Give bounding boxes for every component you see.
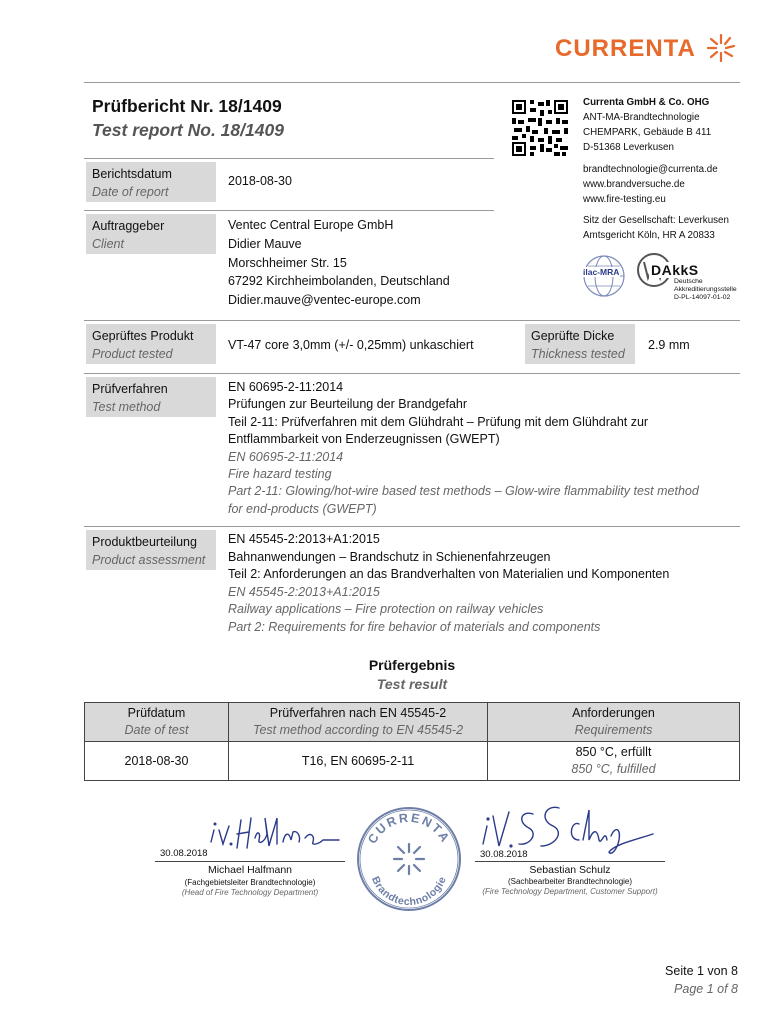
report-date-label-en: Date of report (92, 185, 169, 199)
company-email: brandtechnologie@currenta.de (583, 164, 718, 175)
dakks-line-2: Akkreditierungsstelle (674, 286, 737, 293)
thickness-label-en: Thickness tested (531, 347, 625, 361)
client-details (228, 216, 450, 310)
method-label-en: Test method (92, 400, 161, 414)
method-label-de: Prüfverfahren (92, 382, 168, 396)
dakks-text (674, 278, 737, 302)
header-req-de: Anforderungen (572, 706, 655, 720)
company-web-1: www.brandversuche.de (583, 179, 685, 190)
result-requirement (488, 742, 740, 781)
top-divider (84, 82, 740, 83)
report-date-value: 2018-08-30 (228, 174, 292, 188)
result-heading (84, 656, 740, 694)
signature-block-2 (475, 800, 665, 896)
dakks-logo (636, 252, 746, 304)
assessment-details (228, 531, 738, 637)
company-address (583, 95, 743, 155)
header-req-en: Requirements (574, 723, 653, 737)
dakks-label: DAkkS (651, 262, 699, 278)
signature-1-date: 30.08.2018 (160, 848, 208, 859)
method-details (228, 379, 738, 518)
signature-1-name: Michael Halfmann (207, 864, 293, 876)
assessment-title-de: Bahnanwendungen – Brandschutz in Schienenfahrzeugen (228, 549, 551, 564)
stamp-seal-icon (356, 806, 462, 912)
client-company: Ventec Central Europe GmbH (228, 218, 394, 232)
company-dept: ANT-MA-Brandtechnologie (583, 112, 700, 123)
result-req-de: 850 °C, erfüllt (575, 745, 652, 759)
page-number (580, 962, 738, 998)
header-requirements (488, 703, 740, 742)
result-date: 2018-08-30 (85, 742, 229, 781)
signature-2-role-de: (Sachbearbeiter Brandtechnologie) (507, 877, 633, 886)
assessment-title-en: Railway applications – Fire protection on railway vehicles (228, 602, 544, 617)
report-title: Prüfbericht Nr. 18/1409 (92, 96, 282, 116)
client-city: 67292 Kirchheimbolanden, Deutschland (228, 274, 450, 289)
product-label-de: Geprüftes Produkt (92, 329, 194, 343)
method-part-en: Part 2-11: Glowing/hot-wire based test methods – Glow-wire flammability test method (228, 484, 699, 499)
header-method-de: Prüfverfahren nach EN 45545-2 (269, 706, 447, 720)
company-name: Currenta GmbH & Co. OHG (583, 97, 710, 108)
client-email: Didier.mauve@ventec-europe.com (228, 293, 421, 308)
ilac-label: ilac-MRA (583, 267, 620, 277)
method-label (86, 377, 216, 417)
table-row (85, 742, 740, 781)
header-method (229, 703, 488, 742)
assessment-standard-de: EN 45545-2:2013+A1:2015 (228, 532, 380, 546)
signature-2-role-en: (Fire Technology Department, Customer Support) (482, 887, 658, 896)
qr-code (512, 100, 568, 156)
assessment-standard-en: EN 45545-2:2013+A1:2015 (228, 584, 380, 599)
thickness-value: 2.9 mm (648, 338, 690, 352)
assessment-part-en: Part 2: Requirements for fire behavior of materials and components (228, 619, 601, 634)
signature-1-role-de: (Fachgebietsleiter Brandtechnologie) (184, 878, 316, 887)
divider-product (84, 320, 740, 321)
svg-text:CURRENTA (365, 811, 453, 846)
company-web-2: www.fire-testing.eu (583, 194, 666, 205)
assessment-label (86, 530, 216, 570)
handwritten-signature-1 (205, 812, 345, 854)
company-building: CHEMPARK, Gebäude B 411 (583, 127, 712, 138)
method-part-de: Teil 2-11: Prüfverfahren mit dem Glühdraht – Prüfung mit dem Glühdraht zur (228, 414, 649, 429)
company-contact (583, 162, 743, 207)
result-title-de: Prüfergebnis (368, 657, 456, 673)
client-label-en: Client (92, 237, 124, 251)
report-subtitle: Test report No. 18/1409 (92, 120, 284, 140)
signature-1-role-en: (Head of Fire Technology Department) (181, 888, 319, 897)
client-street: Morschheimer Str. 15 (228, 255, 347, 270)
thickness-label-de: Geprüfte Dicke (531, 329, 615, 343)
method-part-de-2: Entflammbarkeit von Enderzeugnissen (GWEPT) (228, 432, 500, 447)
company-stamp (356, 806, 462, 912)
product-label (86, 324, 216, 364)
sun-icon (706, 33, 736, 63)
header-date-en: Date of test (124, 723, 189, 737)
logo-text: CURRENTA (555, 35, 696, 62)
company-seat: Sitz der Gesellschaft: Leverkusen (583, 215, 729, 226)
method-standard-en: EN 60695-2-11:2014 (228, 449, 344, 464)
method-part-en-2: for end-products (GWEPT) (228, 501, 377, 516)
product-value: VT-47 core 3,0mm (+/- 0,25mm) unkaschiert (228, 338, 474, 352)
stamp-bottom-text: Brandtechnologie (369, 874, 449, 909)
method-title-de: Prüfungen zur Beurteilung der Brandgefahr (228, 397, 468, 412)
ilac-mra-logo (580, 252, 630, 300)
method-title-en: Fire hazard testing (228, 467, 332, 482)
currenta-logo (555, 33, 740, 65)
assessment-label-de: Produktbeurteilung (92, 535, 197, 549)
signature-1-line (155, 861, 345, 862)
signature-2-line (475, 861, 665, 862)
thickness-label (525, 324, 635, 364)
result-method: T16, EN 60695-2-11 (229, 742, 488, 781)
page-number-en: Page 1 of 8 (674, 982, 738, 996)
client-label (86, 214, 216, 254)
divider-method (84, 373, 740, 374)
report-date-label-de: Berichtsdatum (92, 167, 172, 181)
result-table (84, 702, 740, 781)
page-number-de: Seite 1 von 8 (665, 964, 738, 978)
header-date (85, 703, 229, 742)
report-date-label (86, 162, 216, 202)
method-standard-de: EN 60695-2-11:2014 (228, 380, 344, 394)
result-header-row (85, 703, 740, 742)
header-date-de: Prüfdatum (127, 706, 186, 720)
stamp-top-text: CURRENTA (365, 810, 453, 847)
company-city: D-51368 Leverkusen (583, 142, 674, 153)
divider-assessment (84, 526, 740, 527)
client-contact: Didier Mauve (228, 236, 302, 251)
assessment-label-en: Product assessment (92, 553, 206, 567)
company-legal (583, 213, 743, 243)
dakks-line-1: Deutsche (674, 278, 703, 285)
company-register: Amtsgericht Köln, HR A 20833 (583, 230, 715, 241)
dakks-line-3: D-PL-14097-01-02 (674, 294, 731, 301)
result-req-en: 850 °C, fulfilled (571, 762, 656, 776)
svg-text:Brandtechnologie (369, 875, 449, 908)
client-label-de: Auftraggeber (92, 219, 165, 233)
signature-2-name: Sebastian Schulz (529, 864, 611, 876)
product-label-en: Product tested (92, 347, 173, 361)
signature-block-1 (155, 812, 345, 897)
divider-client (84, 210, 494, 211)
divider-date (84, 158, 494, 159)
result-title-en: Test result (376, 676, 448, 692)
header-method-en: Test method according to EN 45545-2 (252, 723, 464, 737)
assessment-part-de: Teil 2: Anforderungen an das Brandverhalten von Materialien und Komponenten (228, 567, 670, 582)
signature-2-date: 30.08.2018 (480, 849, 528, 860)
